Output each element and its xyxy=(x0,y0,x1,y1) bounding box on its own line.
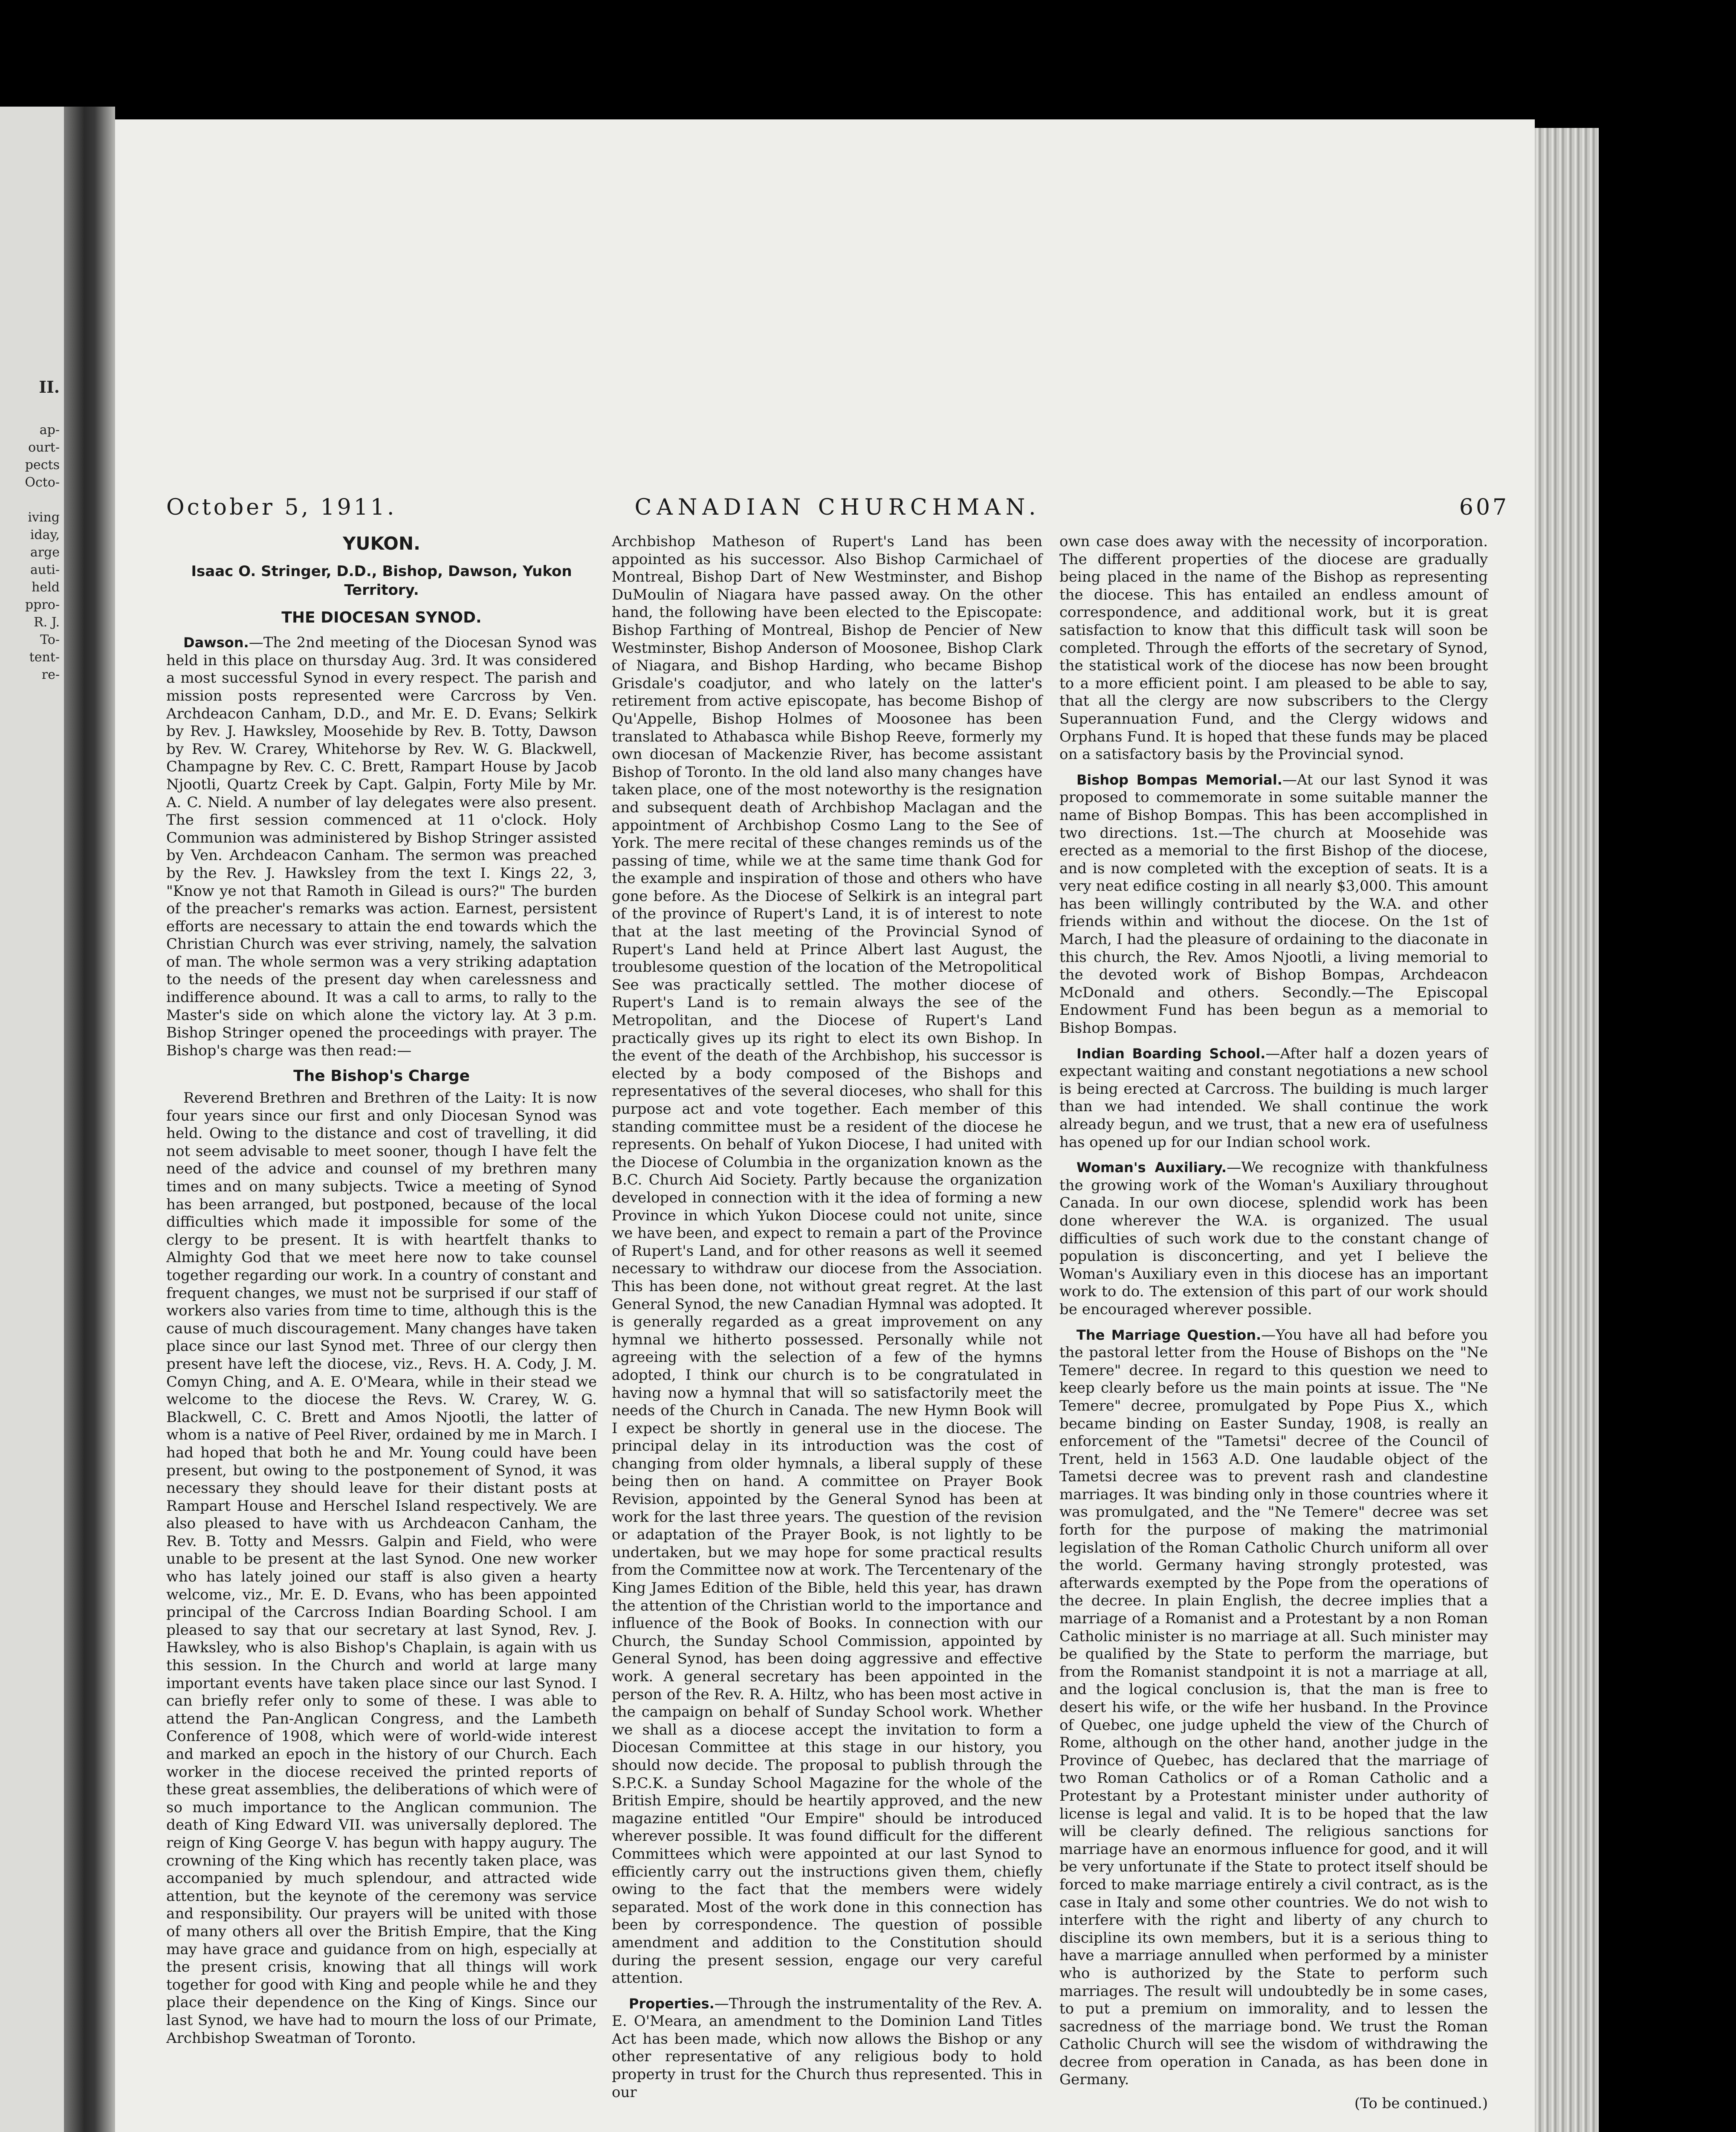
prev-page-text: II. xyxy=(39,377,60,397)
run-in-heading: Dawson. xyxy=(183,634,249,651)
paragraph: Indian Boarding School.—After half a dozen years of expectant waiting and constant negotiations a new school is being erected at Carcross. The building is much larger than we had intended. We shall continue the work already begun, and we trust, that a new era of usefulness has opened up for our Indian school work. xyxy=(1059,1045,1488,1151)
prev-page-text: Octo- xyxy=(25,475,60,490)
run-in-heading: Indian Boarding School. xyxy=(1076,1045,1266,1062)
prev-page-text: R. J. xyxy=(34,615,60,630)
prev-page-text: ppro- xyxy=(25,597,60,612)
prev-page-text: tent- xyxy=(29,650,60,665)
prev-page-text: iday, xyxy=(30,527,60,542)
prev-page-text: iving xyxy=(28,510,60,525)
paragraph: Archbishop Matheson of Rupert's Land has been appointed as his successor. Also Bishop Carmichael of Montreal, Bishop Dart of New Westminster, and Bishop DuMoulin of Niagara have passed away. On the other hand, the following have been elected to the Episcopate: Bishop Farthing of Montreal, Bishop de Pencier of New Westminster, Bishop Anderson of Moosonee, Bishop Clark of Niagara, and Bishop Harding, who became Bishop Grisdale's coadjutor, and who lately on the latter's retirement from active episcopate, has become Bishop of Qu'Appelle, Bishop Holmes of Moosonee has been translated to Athabasca while Bishop Reeve, formerly my own diocesan of Mackenzie River, has become assistant Bishop of Toronto. In the old land also many changes have taken place, one of the most noteworthy is the resignation and subsequent death of Archbishop Maclagan and the appointment of Archbishop Cosmo Lang to the See of York. The mere recital of these changes reminds us of the passing of time, while we at the same time thank God for the example and inspiration of those and others who have gone before. As the Diocese of Selkirk is an integral part of the province of Rupert's Land, it is of interest to note that at the last meeting of the Provincial Synod of Rupert's Land held at Prince Albert last August, the troublesome question of the location of the Metropolitical See was practically settled. The mother diocese of Rupert's Land is to remain always the see of the Metropolitan, and the Diocese of Rupert's Land practically gives up its right to elect its own Bishop. In the event of the death of the Archbishop, his successor is elected by a body composed of the Bishops and representatives of the several dioceses, who shall for this purpose act and vote together. Each member of this standing committee must be a resident of the diocese he represents. On behalf of Yukon Diocese, I had united with the Diocese of Columbia in the organization known as the B.C. Church Aid Society. Partly because the organization developed in connection with it the idea of forming a new Province in which Yukon Diocese could not unite, since we have been, and expect to remain a part of the Province of Rupert's Land, and for other reasons as well it seemed necessary to withdraw our diocese from the Association. This has been done, not without great regret. At the last General Synod, the new Canadian Hymnal was adopted. It is generally regarded as a great improvement on any hymnal we hitherto possessed. Personally while not agreeing with the selection of a few of the hymns adopted, I think our church is to be congratulated in having now a hymnal that will so satisfactorily meet the needs of the Church in Canada. The new Hymn Book will I expect be shortly in general use in the diocese. The principal delay in its introduction was the cost of changing from older hymnals, a liberal supply of these being then on hand. A committee on Prayer Book Revision, appointed by the General Synod has been at work for the last three years. The question of the revision or adaptation of the Prayer Book, is not lightly to be undertaken, but we may hope for some practical results from the Committee now at work. The Tercentenary of the King James Edition of the Bible, held this year, has drawn the attention of the Christian world to the importance and influence of the Book of Books. In connection with our Church, the Sunday School Commission, appointed by General Synod, has been doing aggressive and effective work. A general secretary has been appointed in the person of the Rev. R. A. Hiltz, who has been most active in the campaign on behalf of Sunday School work. Whether we shall as a diocese accept the invitation to form a Diocesan Committee at this stage in our history, you should now decide. The proposal to publish through the S.P.C.K. a Sunday School Magazine for the whole of the British Empire, should be heartily approved, and the new magazine entitled "Our Empire" should be introduced wherever possible. It was found difficult for the different Committees which were appointed at our last Synod to efficiently carry out the instructions given them, chiefly owing to the fact that the members were widely separated. Most of the work done in this connection has been by correspondence. The question of possible amendment and addition to the Constitution should during the present session, engage our very careful attention. xyxy=(612,533,1042,1987)
paragraph: Dawson.—The 2nd meeting of the Diocesan Synod was held in this place on thursday Aug. 3rd. It was considered a most successful Synod in every respect. The parish and mission posts represented were Carcross by Ven. Archdeacon Canham, D.D., and Mr. E. D. Evans; Selkirk by Rev. J. Hawksley, Moosehide by Rev. B. Totty, Dawson by Rev. W. Crarey, Whitehorse by Rev. W. G. Blackwell, Champagne by Rev. C. C. Brett, Rampart House by Jacob Njootli, Quartz Creek by Capt. Galpin, Forty Mile by Mr. A. C. Nield. A number of lay delegates were also present. The first session commenced at 11 o'clock. Holy Communion was administered by Bishop Stringer assisted by Ven. Archdeacon Canham. The sermon was preached by the Rev. J. Hawksley from the text I. Kings 22, 3, "Know ye not that Ramoth in Gilead is ours?" The burden of the preacher's remarks was action. Earnest, persistent efforts are necessary to attain the end towards which the Christian Church was ever striving, namely, the salvation of man. The whole sermon was a very striking adaptation to the needs of the present day when carelessness and indifference abound. It was a call to arms, to rally to the Master's side on which alone the victory lay. At 3 p.m. Bishop Stringer opened the proceedings with prayer. The Bishop's charge was then read:— xyxy=(166,634,597,1059)
continued-note: (To be continued.) xyxy=(1354,2095,1488,2112)
prev-page-text: pects xyxy=(25,458,60,472)
page-stack-edge xyxy=(1535,128,1599,2132)
column-1 xyxy=(166,533,597,2047)
column-3 xyxy=(1059,533,1488,2113)
paragraph: The Marriage Question.—You have all had before you the pastoral letter from the House of Bishops on the "Ne Temere" decree. In regard to this question we need to keep clearly before us the main points at issue. The "Ne Temere" decree, promulgated by Pope Pius X., which became binding on Easter Sunday, 1908, is really an enforcement of the "Tametsi" decree of the Council of Trent, held in 1563 A.D. One laudable object of the Tametsi decree was to prevent rash and clandestine marriages. It was binding only in those countries where it was promulgated, and the "Ne Temere" decree was set forth for the purpose of making the matrimonial legislation of the Roman Catholic Church uniform all over the world. Germany having strongly protested, was afterwards exempted by the Pope from the operations of the decree. In plain English, the decree implies that a marriage of a Romanist and a Protestant by a non Roman Catholic minister is no marriage at all. Such minister may be qualified by the State to perform the marriage, but from the Romanist standpoint it is not a marriage at all, and the logical conclusion is, that the man is free to desert his wife, or the wife her husband. In the Province of Quebec, one judge upheld the view of the Church of Rome, although on the other hand, another judge in the Province of Quebec, has declared that the marriage of two Roman Catholics or of a Roman Catholic and a Protestant by a Protestant minister under authority of license is legal and valid. It is to be hoped that the law will be clearly defined. The religious sanctions for marriage have an enormous influence for good, and it will be very unfortunate if the State to protect itself should be forced to make marriage entirely a civil contract, as is the case in Italy and some other countries. We do not wish to interfere with the right and liberty of any church to discipline its own members, but it is a serious thing to have a marriage annulled when performed by a minister who is authorized by the State to perform such marriages. The result will undoubtedly be in some cases, to put a premium on immorality, and to lessen the sacredness of the marriage bond. We trust the Roman Catholic Church will see the wisdom of withdrawing the decree from operation in Canada, as has been done in Germany. xyxy=(1059,1326,1488,2089)
prev-page-text: held xyxy=(32,580,60,595)
issue-date: October 5, 1911. xyxy=(166,495,397,520)
bishop-byline: Isaac O. Stringer, D.D., Bishop, Dawson, Yukon Territory. xyxy=(191,562,572,599)
paragraph: Woman's Auxiliary.—We recognize with thankfulness the growing work of the Woman's Auxiliary throughout Canada. In our own diocese, splendid work has been done wherever the W.A. is organized. The usual difficulties of such work due to the constant change of population is disconcerting, and yet I believe the Woman's Auxiliary even in this diocese has an important work to do. The extension of this part of our work should be encouraged wherever possible. xyxy=(1059,1159,1488,1318)
paragraph: Reverend Brethren and Brethren of the Laity: It is now four years since our first and only Diocesan Synod was held. Owing to the distance and cost of travelling, it did not seem advisable to meet sooner, though I have felt the need of the advice and counsel of my brethren many times and on many subjects. Twice a meeting of Synod has been arranged, but postponed, because of the local difficulties which made it impossible for some of the clergy to be present. It is with heartfelt thanks to Almighty God that we meet here now to take counsel together regarding our work. In a country of constant and frequent changes, we must not be surprised if our staff of workers also varies from time to time, although this is the cause of much discouragement. Many changes have taken place since our last Synod met. Three of our clergy then present have left the diocese, viz., Revs. H. A. Cody, J. M. Comyn Ching, and A. E. O'Meara, while in their stead we welcome to the diocese the Revs. W. Crarey, W. G. Blackwell, C. C. Brett and Amos Njootli, the latter of whom is a native of Peel River, ordained by me in March. I had hoped that both he and Mr. Young could have been present, but owing to the postponement of Synod, it was necessary they should leave for their distant posts at Rampart House and Herschel Island respectively. We are also pleased to have with us Archdeacon Canham, the Rev. B. Totty and Messrs. Galpin and Field, who were unable to be present at the last Synod. One new worker who has lately joined our staff is also given a hearty welcome, viz., Mr. E. D. Evans, who has been appointed principal of the Carcross Indian Boarding School. I am pleased to say that our secretary at last Synod, Rev. J. Hawksley, who is also Bishop's Chaplain, is again with us this session. In the Church and world at large many important events have taken place since our last Synod. I can briefly refer only to some of these. I was able to attend the Pan-Anglican Congress, and the Lambeth Conference of 1908, which were of world-wide interest and marked an epoch in the history of our Church. Each worker in the diocese received the printed reports of these great assemblies, the deliberations of which were of so much importance to the Anglican communion. The death of King Edward VII. was universally deplored. The reign of King George V. has begun with happy augury. The crowning of the King which has recently taken place, was accompanied by much splendour, and attracted wide attention, but the keynote of the ceremony was service and responsibility. Our prayers will be united with those of many others all over the British Empire, that the King may have grace and guidance from on high, especially at the present crisis, knowing that all things will work together for good with King and people while he and they place their dependence on the King of Kings. Since our last Synod, we have had to mourn the loss of our Primate, Archbishop Sweatman of Toronto. xyxy=(166,1089,597,2047)
page-gutter xyxy=(64,107,115,2132)
diocese-heading: YUKON. xyxy=(343,533,420,554)
page-number: 607 xyxy=(1459,495,1509,520)
newspaper-page xyxy=(115,119,1535,2132)
section-title: THE DIOCESAN SYNOD. xyxy=(281,608,482,626)
previous-page-edge xyxy=(0,107,64,2132)
publication-title: CANADIAN CHURCHMAN. xyxy=(634,495,1041,520)
run-in-heading: Properties. xyxy=(629,1995,715,2012)
page-header xyxy=(166,495,1509,524)
prev-page-text: auti- xyxy=(30,562,60,577)
run-in-heading: Woman's Auxiliary. xyxy=(1076,1159,1227,1176)
paragraph: Properties.—Through the instrumentality of the Rev. A. E. O'Meara, an amendment to the Dominion Land Titles Act has been made, which now allows the Bishop or any other representative of any religious body to hold property in trust for the Church thus represented. This in our xyxy=(612,1995,1042,2101)
prev-page-text: re- xyxy=(41,667,60,682)
prev-page-text: ourt- xyxy=(28,440,60,455)
prev-page-text: To- xyxy=(40,632,60,647)
run-in-heading: Bishop Bompas Memorial. xyxy=(1076,771,1282,788)
prev-page-text: ap- xyxy=(39,423,60,437)
column-2 xyxy=(612,533,1042,2101)
charge-heading: The Bishop's Charge xyxy=(293,1067,470,1085)
paragraph: own case does away with the necessity of incorporation. The different properties of the diocese are gradually being placed in the name of the Bishop as representing the diocese. This has entailed an endless amount of correspondence, and additional work, but it is great satisfaction to know that this difficult task will soon be completed. Through the efforts of the secretary of Synod, the statistical work of the diocese has now been brought to a more efficient point. I am pleased to be able to say, that all the clergy are now subscribers to the Clergy Superannuation Fund, and the Clergy widows and Orphans Fund. It is hoped that these funds may be placed on a satisfactory basis by the Provincial synod. xyxy=(1059,533,1488,763)
run-in-heading: The Marriage Question. xyxy=(1076,1327,1261,1343)
paragraph: Bishop Bompas Memorial.—At our last Synod it was proposed to commemorate in some suitable manner the name of Bishop Bompas. This has been accomplished in two directions. 1st.—The church at Moosehide was erected as a memorial to the first Bishop of the diocese, and is now completed with the exception of seats. It is a very neat edifice costing in all nearly $3,000. This amount has been willingly contributed by the W.A. and other friends within and without the diocese. On the 1st of March, I had the pleasure of ordaining to the diaconate in this church, the Rev. Amos Njootli, a living memorial to the devoted work of Bishop Bompas, Archdeacon McDonald and others. Secondly.—The Episcopal Endowment Fund has been begun as a memorial to Bishop Bompas. xyxy=(1059,771,1488,1037)
prev-page-text: arge xyxy=(30,545,60,560)
